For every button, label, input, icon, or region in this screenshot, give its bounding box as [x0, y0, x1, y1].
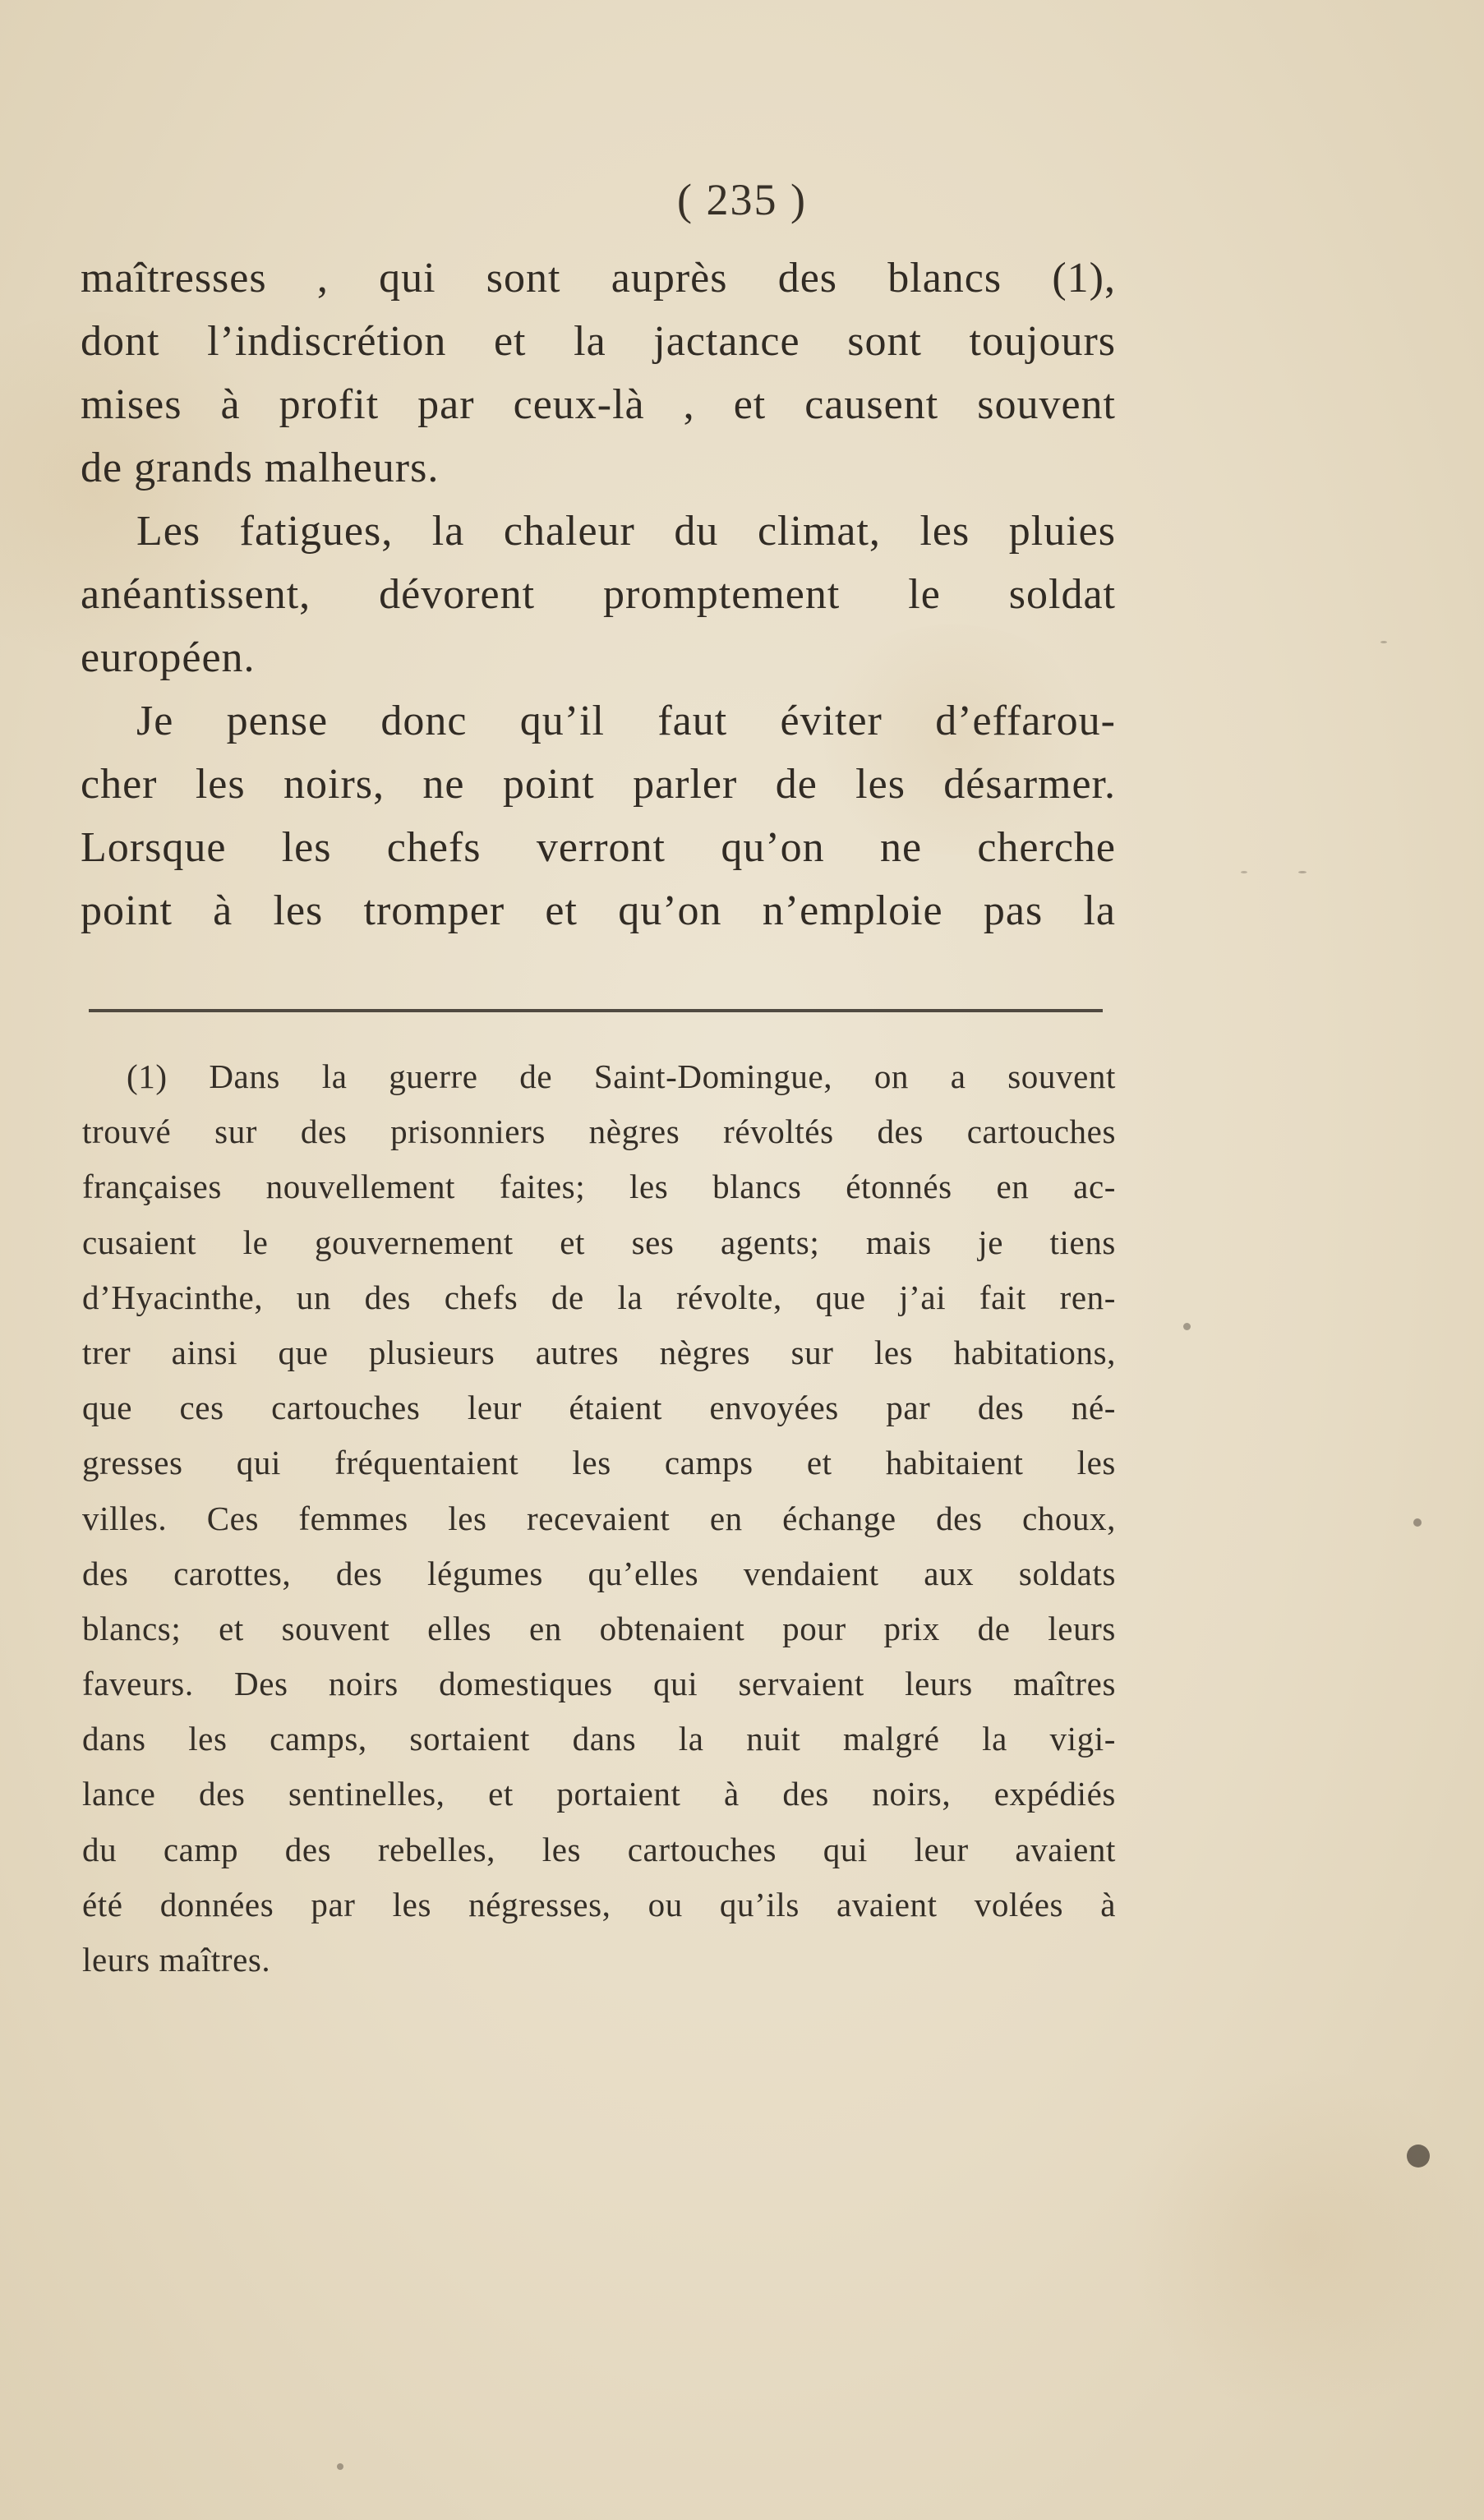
footnote-line: blancs; et souvent elles en obtenaient pour prix de leurs: [82, 1609, 1116, 1647]
footnote-line: d’Hyacinthe, un des chefs de la révolte, que j’ai fait ren-: [82, 1278, 1116, 1316]
ink-spot: [1407, 2145, 1430, 2168]
footnote-line: villes. Ces femmes les recevaient en échange des choux,: [82, 1499, 1116, 1537]
ink-spot: [1241, 871, 1247, 873]
footnote-line: du camp des rebelles, les cartouches qui leur avaient: [82, 1830, 1116, 1868]
paper-stain: [1134, 2071, 1479, 2416]
main-text-line: européen.: [81, 634, 256, 681]
footnote-line: (1) Dans la guerre de Saint-Domingue, on a souvent: [127, 1057, 1116, 1095]
footnote-line: lance des sentinelles, et portaient à des noirs, expédiés: [82, 1775, 1116, 1813]
footnote-divider: [89, 1009, 1103, 1012]
ink-spot: [1413, 1518, 1422, 1527]
footnote-line: que ces cartouches leur étaient envoyées par des né-: [82, 1389, 1116, 1427]
main-text-line: dont l’indiscrétion et la jactance sont toujours: [81, 318, 1116, 365]
footnote-line: faveurs. Des noirs domestiques qui servaient leurs maîtres: [82, 1665, 1116, 1703]
footnote-line: françaises nouvellement faites; les blancs étonnés en ac-: [82, 1168, 1116, 1206]
footnote-line: gresses qui fréquentaient les camps et habitaient les: [82, 1444, 1116, 1482]
ink-spot: [1298, 871, 1307, 873]
main-text-line: Les fatigues, la chaleur du climat, les pluies: [136, 508, 1116, 555]
footnote-line: été données par les négresses, ou qu’ils avaient volées à: [82, 1885, 1116, 1923]
footnote-line: dans les camps, sortaient dans la nuit malgré la vigi-: [82, 1720, 1116, 1758]
main-text-line: mises à profit par ceux-là , et causent souvent: [81, 381, 1116, 428]
main-text-line: Je pense donc qu’il faut éviter d’effarou-: [136, 698, 1116, 744]
main-text-line: cher les noirs, ne point parler de les désarmer.: [81, 761, 1116, 808]
ink-spot: [1380, 641, 1387, 643]
footnote-line: cusaient le gouvernement et ses agents; mais je tiens: [82, 1223, 1116, 1261]
footnote-line: des carottes, des légumes qu’elles vendaient aux soldats: [82, 1554, 1116, 1592]
ink-spot: [1183, 1323, 1191, 1330]
footnote-line: trer ainsi que plusieurs autres nègres sur les habitations,: [82, 1333, 1116, 1371]
footnote-line: trouvé sur des prisonniers nègres révoltés des cartouches: [82, 1113, 1116, 1151]
main-text-line: Lorsque les chefs verront qu’on ne cherche: [81, 824, 1116, 871]
main-text: [81, 246, 1116, 942]
main-text-line: point à les tromper et qu’on n’emploie pas la: [81, 887, 1116, 934]
footnote: [82, 1049, 1116, 1988]
footnote-line: leurs maîtres.: [82, 1941, 271, 1979]
main-text-line: anéantissent, dévorent promptement le soldat: [81, 571, 1116, 618]
page-number: ( 235 ): [677, 175, 807, 224]
main-text-line: maîtresses , qui sont auprès des blancs (1),: [81, 255, 1116, 302]
ink-spot: [337, 2463, 343, 2470]
main-text-line: de grands malheurs.: [81, 445, 440, 491]
